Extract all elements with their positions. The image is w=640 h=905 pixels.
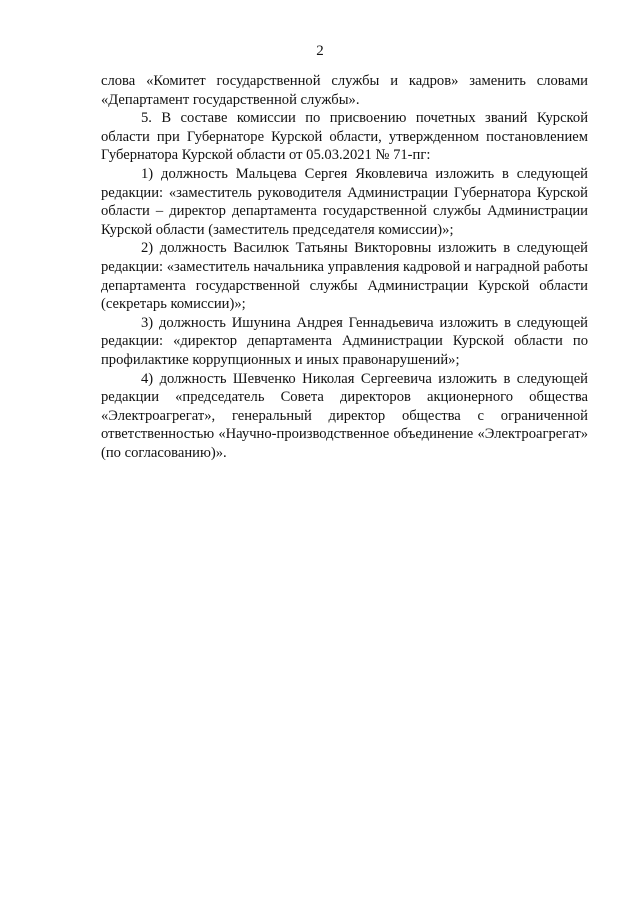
paragraph-item-5: 5. В составе комиссии по присвоению почетных званий Курской области при Губернаторе Курской области, утвержденном постановлением Губернатора Курской области от 05.03.2021 № 71-пг: xyxy=(101,110,588,164)
paragraph-subitem-2: 2) должность Василюк Татьяны Викторовны изложить в следующей редакции: «заместитель начальника управления кадровой и наградной работы департамента государственной службы Администрации Курской области (секретарь комиссии)»; xyxy=(101,240,588,313)
paragraph-subitem-1: 1) должность Мальцева Сергея Яковлевича изложить в следующей редакции: «заместитель руководителя Администрации Губернатора Курской области – директор департамента государственной службы Администрации Курской области (заместитель председателя комиссии)»; xyxy=(101,165,588,238)
paragraph-subitem-3: 3) должность Ишунина Андрея Геннадьевича изложить в следующей редакции: «директор департамента Администрации Курской области по профилактике коррупционных и иных правонарушений»; xyxy=(101,314,588,368)
paragraph-continuation: слова «Комитет государственной службы и кадров» заменить словами «Департамент государственной службы». xyxy=(101,73,588,108)
paragraph-subitem-4: 4) должность Шевченко Николая Сергеевича изложить в следующей редакции «председатель Совета директоров акционерного общества «Электроагрегат», генеральный директор общества с ограниченной ответственностью «Научно-производственное объединение «Электроагрегат» (по согласованию)». xyxy=(101,370,588,461)
page-number: 2 xyxy=(316,43,324,59)
document-body xyxy=(101,72,588,462)
